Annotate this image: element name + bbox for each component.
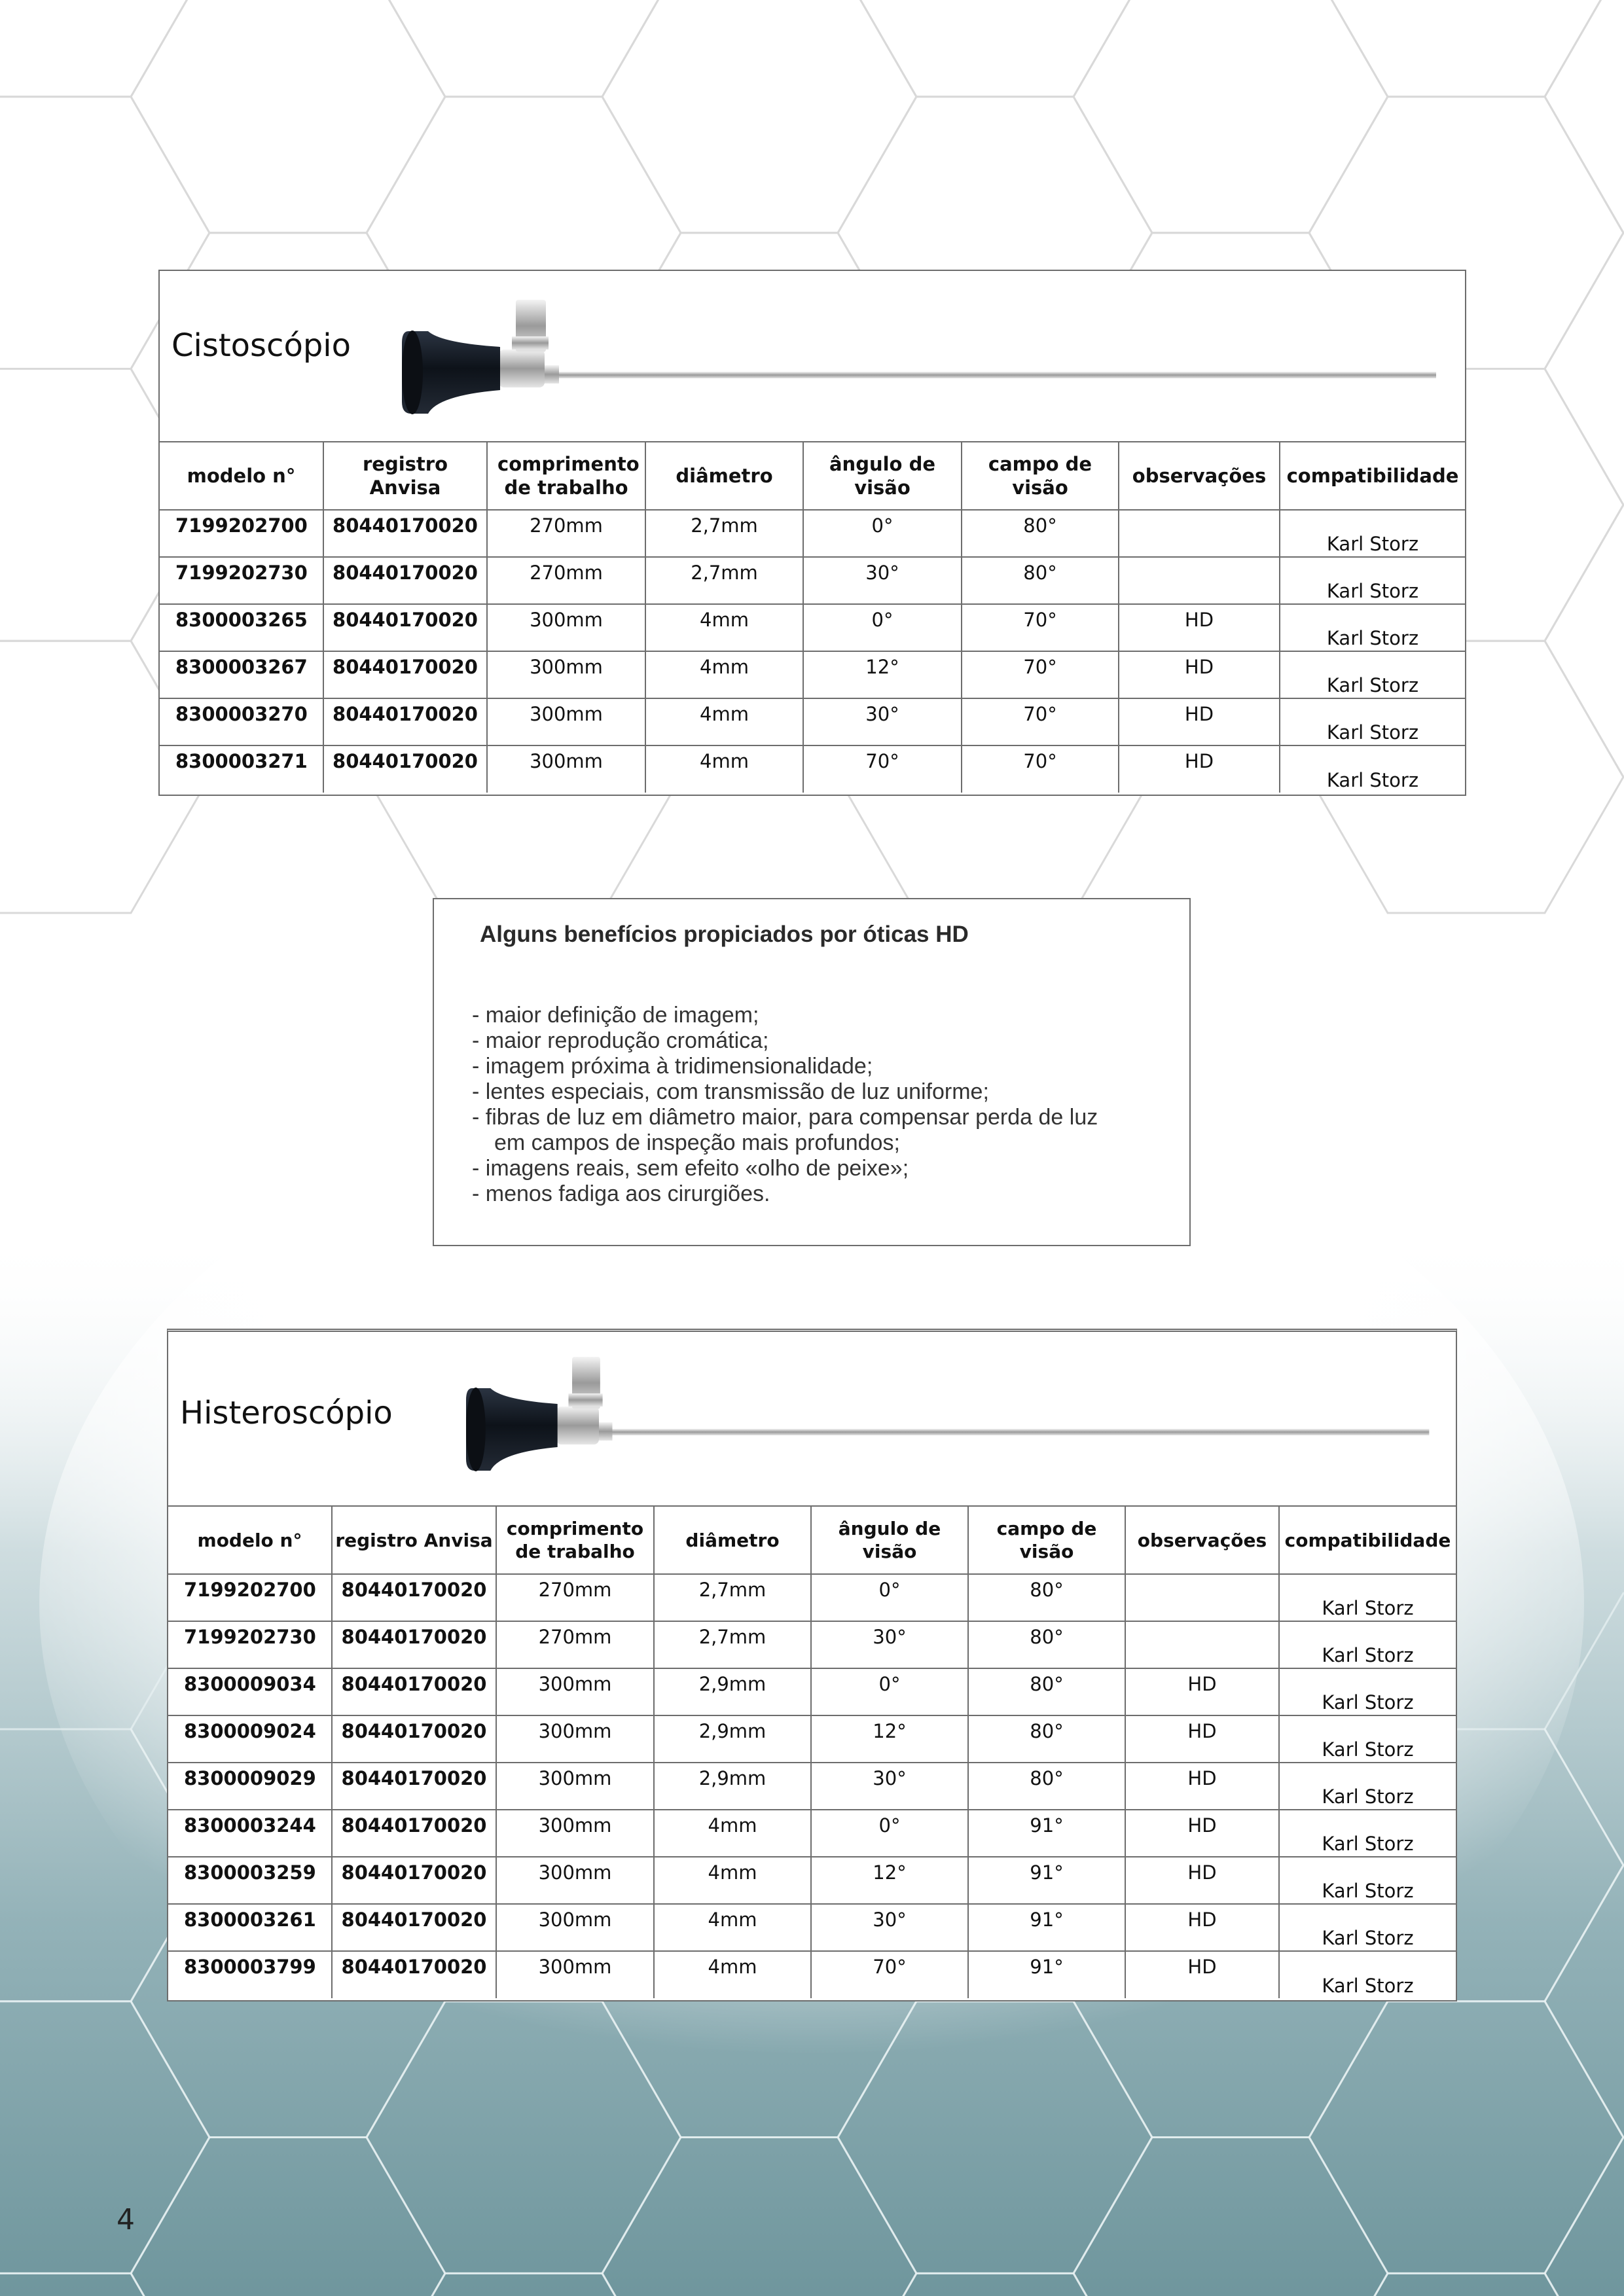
column-header-obs: observações — [1119, 442, 1280, 510]
cell-compat: Karl Storz — [1280, 510, 1465, 557]
cistoscopio-section — [158, 270, 1466, 796]
table-row — [160, 698, 1465, 745]
cell-model: 8300003267 — [160, 651, 323, 698]
cell-anvisa: 80440170020 — [332, 1857, 496, 1904]
cell-model: 8300003270 — [160, 698, 323, 745]
histeroscopio-spec-table — [168, 1507, 1456, 1998]
column-header-model: modelo n° — [168, 1507, 332, 1574]
cell-compat: Karl Storz — [1279, 1668, 1456, 1715]
cell-angle: 0° — [811, 1810, 968, 1857]
cell-obs — [1119, 557, 1280, 604]
page-number: 4 — [117, 2203, 135, 2236]
cell-angle: 12° — [811, 1715, 968, 1763]
benefit-item: - menos fadiga aos cirurgiões. — [472, 1181, 770, 1206]
table-row — [160, 604, 1465, 651]
table-row — [168, 1621, 1456, 1668]
column-header-length — [496, 1507, 654, 1574]
table-row — [168, 1715, 1456, 1763]
cell-angle: 0° — [803, 604, 962, 651]
cell-obs: HD — [1125, 1951, 1279, 1998]
benefit-item: - imagem próxima à tridimensionalidade; — [472, 1054, 873, 1079]
cell-diameter: 4mm — [645, 651, 803, 698]
cistoscopio-spec-table — [160, 442, 1465, 793]
cell-obs — [1125, 1574, 1279, 1621]
cell-diameter: 4mm — [654, 1857, 811, 1904]
cell-compat: Karl Storz — [1326, 769, 1419, 791]
cell-compat: Karl Storz — [1279, 1715, 1456, 1763]
hd-benefits-box — [433, 898, 1191, 1246]
table-row — [168, 1951, 1456, 1998]
cell-length: 300mm — [487, 698, 645, 745]
cell-length: 300mm — [496, 1810, 654, 1857]
cell-obs: HD — [1125, 1857, 1279, 1904]
cell-diameter: 2,9mm — [654, 1668, 811, 1715]
histeroscopio-rows — [168, 1574, 1456, 1998]
cell-angle: 30° — [803, 698, 962, 745]
cell-field: 80° — [968, 1574, 1125, 1621]
column-header-length-text: comprimento de trabalho — [497, 452, 640, 499]
cell-field: 80° — [968, 1621, 1125, 1668]
cell-model: 7199202700 — [168, 1574, 332, 1621]
cell-length: 300mm — [496, 1857, 654, 1904]
product-title: Cistoscópio — [171, 327, 351, 364]
cell-compat: Karl Storz — [1280, 557, 1465, 604]
cell-length: 270mm — [496, 1574, 654, 1621]
cell-obs: HD — [1125, 1763, 1279, 1810]
cell-anvisa: 80440170020 — [332, 1951, 496, 1998]
cell-field: 91° — [968, 1810, 1125, 1857]
cell-length: 300mm — [496, 1763, 654, 1810]
cell-field: 91° — [968, 1951, 1125, 1998]
column-header-field: campo de visão — [968, 1507, 1125, 1574]
cell-anvisa: 80440170020 — [323, 604, 487, 651]
cell-angle: 12° — [811, 1857, 968, 1904]
cell-diameter: 4mm — [654, 1810, 811, 1857]
column-header-diameter: diâmetro — [645, 442, 803, 510]
cell-obs: HD — [1119, 745, 1280, 793]
histeroscopio-section — [167, 1329, 1457, 2001]
cell-anvisa: 80440170020 — [323, 698, 487, 745]
cell-field: 80° — [968, 1763, 1125, 1810]
table-header-row — [168, 1507, 1456, 1574]
cell-diameter: 2,9mm — [654, 1763, 811, 1810]
column-header-field: campo de visão — [962, 442, 1119, 510]
benefit-item: - fibras de luz em diâmetro maior, para compensar perda de luz — [472, 1105, 1098, 1130]
cell-model: 7199202730 — [168, 1621, 332, 1668]
table-row — [168, 1574, 1456, 1621]
cell-length: 300mm — [496, 1715, 654, 1763]
cell-obs — [1119, 510, 1280, 557]
cell-anvisa: 80440170020 — [332, 1904, 496, 1951]
table-header-row — [160, 442, 1465, 510]
cell-field: 91° — [968, 1857, 1125, 1904]
cell-obs: HD — [1125, 1715, 1279, 1763]
cell-model: 8300003261 — [168, 1904, 332, 1951]
cell-angle: 0° — [811, 1574, 968, 1621]
cell-diameter: 4mm — [645, 745, 803, 793]
benefits-list — [472, 1003, 1098, 1207]
cell-diameter: 4mm — [654, 1951, 811, 1998]
cell-length: 270mm — [496, 1621, 654, 1668]
cell-diameter: 2,7mm — [645, 557, 803, 604]
product-header — [168, 1332, 1456, 1507]
cell-field: 70° — [962, 651, 1119, 698]
cell-model: 8300003244 — [168, 1810, 332, 1857]
cistoscopio-rows — [160, 510, 1465, 793]
cell-field: 91° — [968, 1904, 1125, 1951]
cell-anvisa: 80440170020 — [323, 557, 487, 604]
product-title: Histeroscópio — [180, 1395, 393, 1431]
cell-angle: 30° — [811, 1904, 968, 1951]
table-row — [160, 510, 1465, 557]
benefit-item: - lentes especiais, com transmissão de luz uniforme; — [472, 1079, 989, 1104]
product-header — [160, 271, 1465, 442]
cell-diameter: 2,7mm — [645, 510, 803, 557]
cell-length: 300mm — [496, 1951, 654, 1998]
cell-anvisa: 80440170020 — [332, 1715, 496, 1763]
table-row — [168, 1857, 1456, 1904]
cell-obs: HD — [1125, 1668, 1279, 1715]
cell-obs: HD — [1119, 651, 1280, 698]
cell-anvisa: 80440170020 — [323, 745, 487, 793]
cell-obs: HD — [1119, 604, 1280, 651]
column-header-compat: compatibilidade — [1280, 442, 1465, 510]
cell-angle: 0° — [803, 510, 962, 557]
cell-length: 300mm — [487, 651, 645, 698]
cell-anvisa: 80440170020 — [332, 1763, 496, 1810]
column-header-diameter: diâmetro — [654, 1507, 811, 1574]
cell-length: 270mm — [487, 557, 645, 604]
cell-anvisa: 80440170020 — [323, 510, 487, 557]
cell-obs — [1125, 1621, 1279, 1668]
table-row — [160, 651, 1465, 698]
cell-length: 300mm — [496, 1668, 654, 1715]
cell-model: 7199202730 — [160, 557, 323, 604]
cell-compat: Karl Storz — [1279, 1621, 1456, 1668]
cell-anvisa: 80440170020 — [332, 1574, 496, 1621]
cell-compat: Karl Storz — [1279, 1904, 1456, 1951]
cell-angle: 0° — [811, 1668, 968, 1715]
cell-length: 300mm — [487, 604, 645, 651]
column-header-length-text: comprimento de trabalho — [506, 1518, 644, 1562]
column-header-obs: observações — [1125, 1507, 1279, 1574]
column-header-compat: compatibilidade — [1279, 1507, 1456, 1574]
cell-field: 80° — [962, 557, 1119, 604]
cell-model: 7199202700 — [160, 510, 323, 557]
cell-field: 80° — [962, 510, 1119, 557]
cell-obs: HD — [1125, 1904, 1279, 1951]
cell-diameter: 2,9mm — [654, 1715, 811, 1763]
cell-diameter: 4mm — [654, 1904, 811, 1951]
cell-obs: HD — [1125, 1810, 1279, 1857]
cystoscope-image — [402, 291, 1449, 415]
cell-field: 70° — [962, 745, 1119, 793]
cell-angle: 12° — [803, 651, 962, 698]
benefit-item: - maior definição de imagem; — [472, 1003, 759, 1028]
cell-angle: 70° — [811, 1951, 968, 1998]
table-row — [168, 1904, 1456, 1951]
cell-length: 300mm — [487, 745, 645, 793]
column-header-length — [487, 442, 645, 510]
cell-compat: Karl Storz — [1279, 1763, 1456, 1810]
cell-model: 8300003259 — [168, 1857, 332, 1904]
cell-compat: Karl Storz — [1280, 698, 1465, 745]
cell-model: 8300003265 — [160, 604, 323, 651]
table-row — [168, 1668, 1456, 1715]
table-row — [160, 745, 1465, 793]
cell-anvisa: 80440170020 — [332, 1810, 496, 1857]
cell-length: 300mm — [496, 1904, 654, 1951]
cell-model: 8300009024 — [168, 1715, 332, 1763]
cell-field: 80° — [968, 1715, 1125, 1763]
cell-compat: Karl Storz — [1322, 1975, 1414, 1997]
cell-field: 70° — [962, 698, 1119, 745]
column-header-anvisa: registro Anvisa — [332, 1507, 496, 1574]
cell-model: 8300003799 — [168, 1951, 332, 1998]
cell-diameter: 4mm — [645, 698, 803, 745]
cell-anvisa: 80440170020 — [332, 1621, 496, 1668]
benefit-item-continuation: em campos de inspeção mais profundos; — [494, 1130, 900, 1155]
cell-compat: Karl Storz — [1279, 1857, 1456, 1904]
cell-model: 8300009029 — [168, 1763, 332, 1810]
cell-diameter: 2,7mm — [654, 1621, 811, 1668]
column-header-model: modelo n° — [160, 442, 323, 510]
cell-anvisa: 80440170020 — [332, 1668, 496, 1715]
cell-compat: Karl Storz — [1279, 1574, 1456, 1621]
cell-length: 270mm — [487, 510, 645, 557]
benefits-title: Alguns benefícios propiciados por óticas HD — [480, 922, 969, 947]
benefit-item: - maior reprodução cromática; — [472, 1028, 769, 1053]
cell-model: 8300009034 — [168, 1668, 332, 1715]
benefit-item: - imagens reais, sem efeito «olho de peixe»; — [472, 1156, 909, 1181]
cell-angle: 30° — [803, 557, 962, 604]
cell-diameter: 2,7mm — [654, 1574, 811, 1621]
column-header-angle: ângulo de visão — [803, 442, 962, 510]
cell-diameter: 4mm — [645, 604, 803, 651]
cell-field: 80° — [968, 1668, 1125, 1715]
cell-compat: Karl Storz — [1279, 1810, 1456, 1857]
cell-angle: 70° — [803, 745, 962, 793]
cell-field: 70° — [962, 604, 1119, 651]
column-header-anvisa: registro Anvisa — [323, 442, 487, 510]
cell-compat: Karl Storz — [1280, 651, 1465, 698]
column-header-angle: ângulo de visão — [811, 1507, 968, 1574]
cell-anvisa: 80440170020 — [323, 651, 487, 698]
cell-model: 8300003271 — [160, 745, 323, 793]
table-row — [168, 1763, 1456, 1810]
cell-obs: HD — [1119, 698, 1280, 745]
cell-compat: Karl Storz — [1280, 604, 1465, 651]
cell-angle: 30° — [811, 1763, 968, 1810]
cell-angle: 30° — [811, 1621, 968, 1668]
table-row — [160, 557, 1465, 604]
table-row — [168, 1810, 1456, 1857]
hysteroscope-image — [466, 1354, 1441, 1479]
